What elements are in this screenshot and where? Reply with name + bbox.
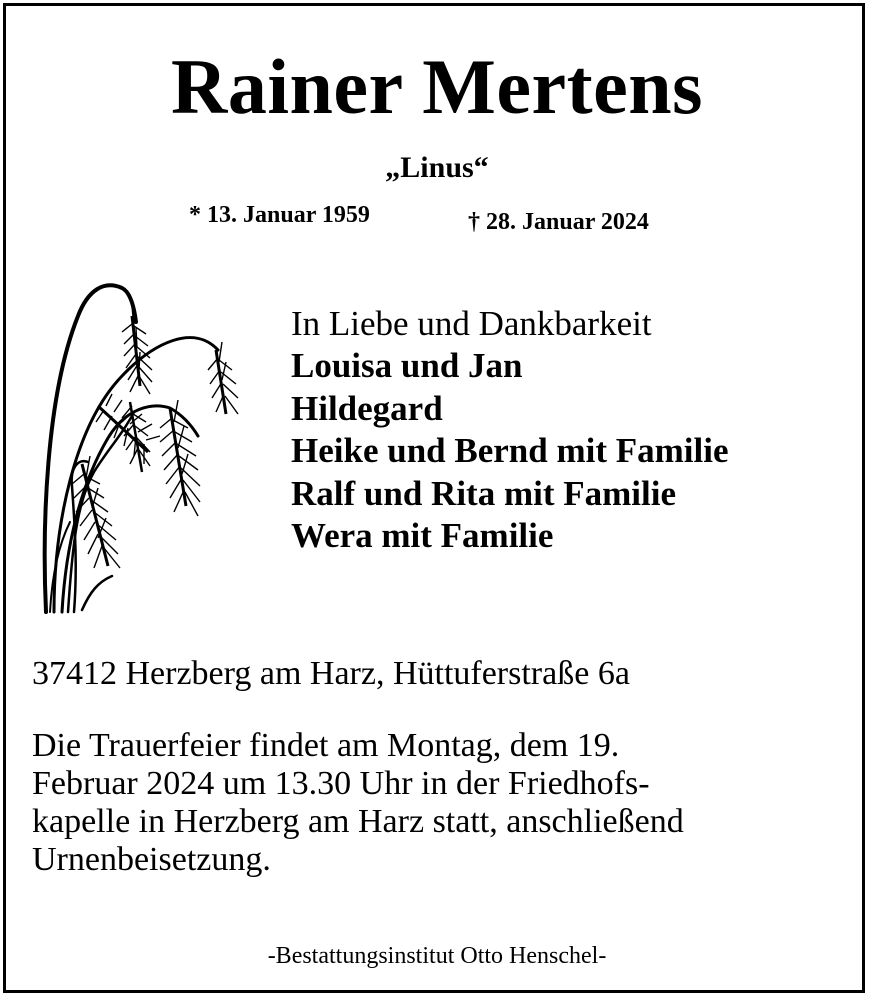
deceased-name: Rainer Mertens	[171, 43, 703, 130]
dedication-line: In Liebe und Dankbarkeit	[291, 304, 652, 343]
deceased-nickname: „Linus“	[385, 151, 489, 184]
undertaker-name: -Bestattungsinstitut Otto Henschel-	[267, 943, 607, 969]
funeral-details	[32, 727, 852, 879]
mourner-line: Heike und Bernd mit Familie	[291, 431, 729, 470]
funeral-line: kapelle in Herzberg am Harz statt, anschließend	[32, 803, 684, 840]
mourner-line: Hildegard	[291, 388, 443, 428]
funeral-line: Februar 2024 um 13.30 Uhr in der Friedhofs-	[32, 765, 650, 802]
funeral-line: Die Trauerfeier findet am Montag, dem 19.	[32, 727, 620, 764]
mourner-line: Ralf und Rita mit Familie	[291, 473, 676, 513]
death-date: † 28. Januar 2024	[468, 209, 649, 235]
mourner-line: Wera mit Familie	[291, 516, 554, 555]
funeral-line: Urnenbeisetzung.	[32, 841, 271, 878]
family-block	[291, 303, 729, 558]
mourner-line: Louisa und Jan	[291, 346, 523, 385]
birth-date: * 13. Januar 1959	[189, 202, 370, 228]
grain-stalks-icon	[38, 276, 250, 616]
mourning-address: 37412 Herzberg am Harz, Hüttuferstraße 6a	[32, 655, 630, 692]
